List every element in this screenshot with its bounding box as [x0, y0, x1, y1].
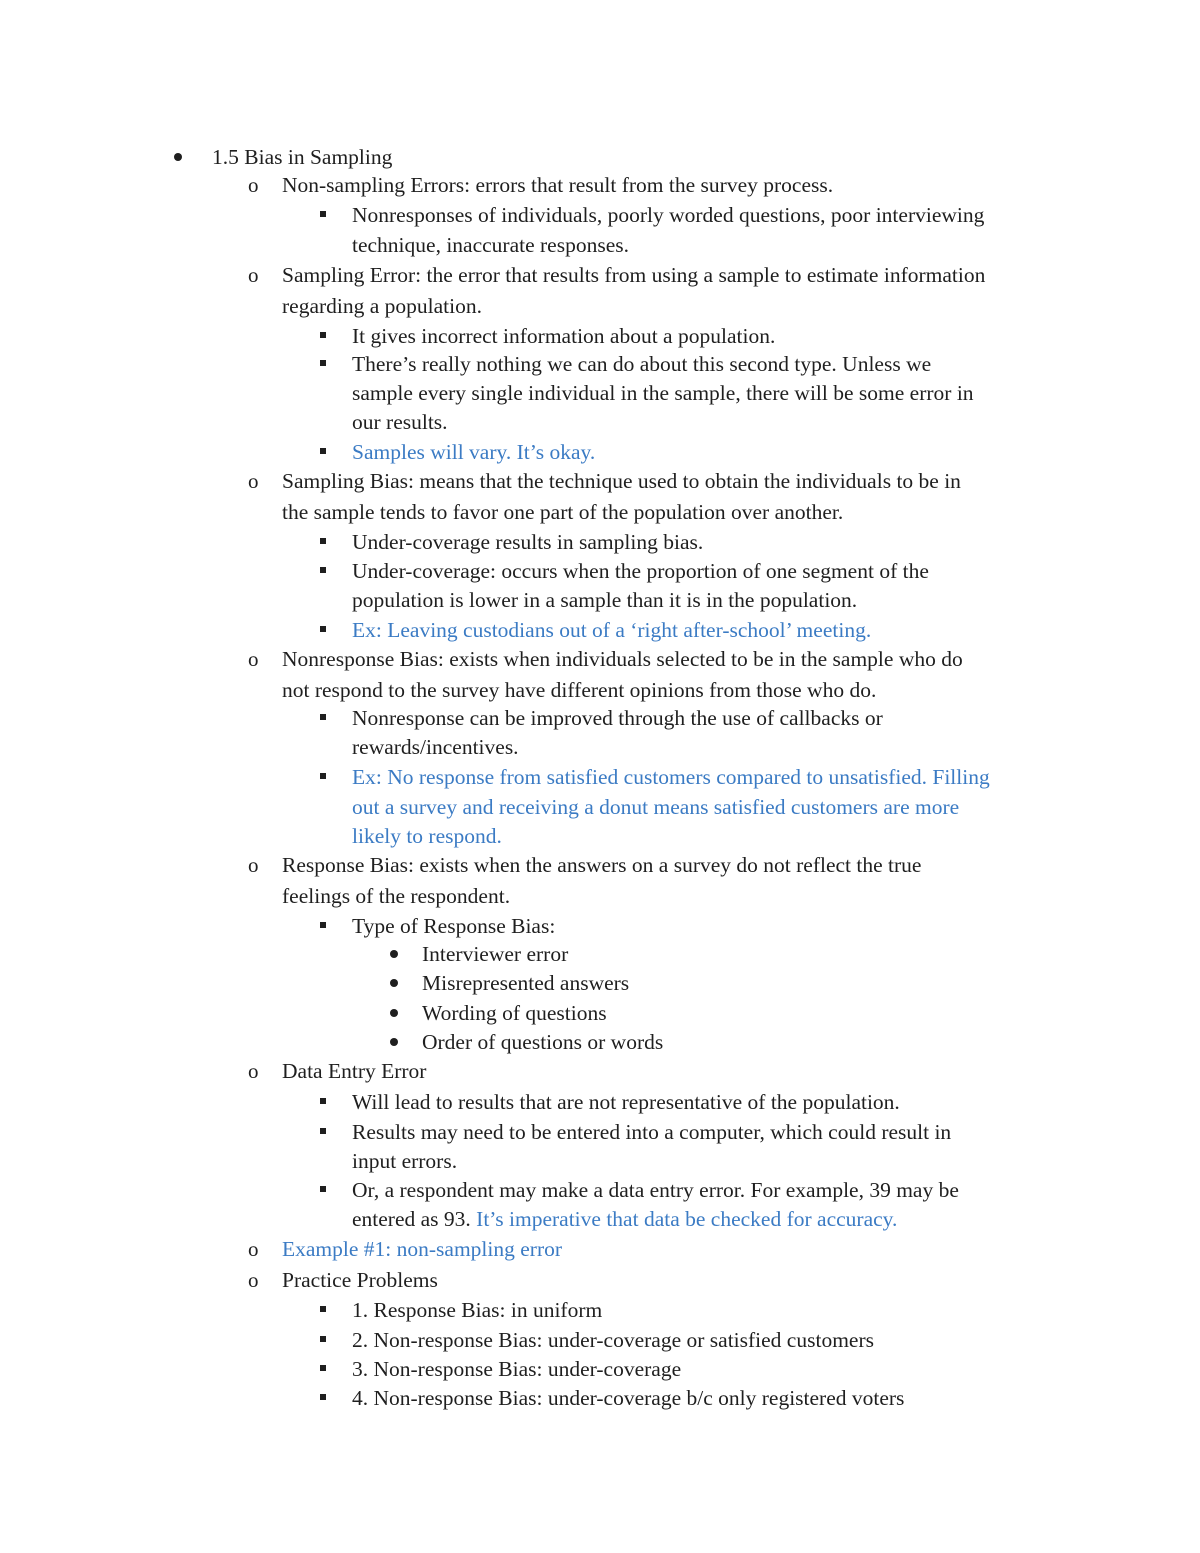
square-bullet-icon: [320, 922, 326, 928]
sampling-bias-title: Sampling Bias: means that the technique used to obtain the individuals to be in: [282, 469, 961, 493]
circle-bullet-icon: o: [248, 173, 259, 197]
sampling-error-bullet: sample every single individual in the sample, there will be some error in: [352, 381, 974, 405]
sampling-error-bullet: our results.: [352, 410, 448, 434]
nonsampling-bullet-line: Nonresponses of individuals, poorly worded questions, poor interviewing: [352, 203, 985, 227]
square-bullet-icon: [320, 1306, 326, 1312]
nonresponse-bias-title: Nonresponse Bias: exists when individuals selected to be in the sample who do: [282, 647, 963, 671]
practice-item: 1. Response Bias: in uniform: [352, 1298, 603, 1322]
sampling-error-bullet: There’s really nothing we can do about this second type. Unless we: [352, 352, 932, 376]
nonsampling-bullet-line: technique, inaccurate responses.: [352, 233, 629, 257]
data-entry-bullet: [352, 1204, 897, 1234]
square-bullet-icon: [320, 1186, 326, 1192]
sampling-bias-title: the sample tends to favor one part of the population over another.: [282, 500, 844, 524]
square-bullet-icon: [320, 1098, 326, 1104]
data-entry-bullet: Will lead to results that are not representative of the population.: [352, 1090, 900, 1114]
circle-bullet-icon: o: [248, 853, 259, 877]
data-entry-title: Data Entry Error: [282, 1059, 427, 1083]
response-bias-bullet: Type of Response Bias:: [352, 914, 556, 938]
response-bias-title: Response Bias: exists when the answers on a survey do not reflect the true: [282, 853, 922, 877]
square-bullet-icon: [320, 1336, 326, 1342]
circle-bullet-icon: o: [248, 1268, 259, 1292]
square-bullet-icon: [320, 211, 326, 217]
response-bias-type: Misrepresented answers: [422, 971, 630, 995]
circle-bullet-icon: o: [248, 1059, 259, 1083]
data-entry-bullet: Results may need to be entered into a computer, which could result in: [352, 1120, 952, 1144]
square-bullet-icon: [320, 538, 326, 544]
nonresponse-bias-bullet: rewards/incentives.: [352, 735, 519, 759]
square-bullet-icon: [320, 626, 326, 632]
sampling-bias-bullet: Under-coverage results in sampling bias.: [352, 530, 704, 554]
square-bullet-icon: [320, 1365, 326, 1371]
bullet-icon: [390, 1038, 398, 1046]
square-bullet-icon: [320, 773, 326, 779]
circle-bullet-icon: o: [248, 647, 259, 671]
practice-title: Practice Problems: [282, 1268, 438, 1292]
data-entry-example-text: entered as 93.: [352, 1207, 471, 1231]
circle-bullet-icon: o: [248, 1237, 259, 1261]
bullet-icon: [390, 950, 398, 958]
square-bullet-icon: [320, 567, 326, 573]
sampling-bias-example: Ex: Leaving custodians out of a ‘right after-school’ meeting.: [352, 618, 872, 642]
example-title: Example #1: non-sampling error: [282, 1237, 563, 1261]
sampling-error-note: Samples will vary. It’s okay.: [352, 440, 596, 464]
square-bullet-icon: [320, 332, 326, 338]
practice-item: 3. Non-response Bias: under-coverage: [352, 1357, 682, 1381]
square-bullet-icon: [320, 1128, 326, 1134]
square-bullet-icon: [320, 448, 326, 454]
sampling-bias-bullet: population is lower in a sample than it is in the population.: [352, 588, 858, 612]
nonsampling-title: Non-sampling Errors: errors that result from the survey process.: [282, 173, 834, 197]
sampling-error-title: Sampling Error: the error that results from using a sample to estimate information: [282, 263, 986, 287]
nonresponse-bias-example: Ex: No response from satisfied customers compared to unsatisfied. Filling: [352, 765, 990, 789]
response-bias-type: Wording of questions: [422, 1001, 607, 1025]
circle-bullet-icon: o: [248, 263, 259, 287]
data-entry-note: It’s imperative that data be checked for accuracy.: [476, 1207, 898, 1231]
bullet-icon: [174, 153, 182, 161]
bullet-icon: [390, 1009, 398, 1017]
response-bias-title: feelings of the respondent.: [282, 884, 511, 908]
nonresponse-bias-example: likely to respond.: [352, 824, 502, 848]
sampling-error-title: regarding a population.: [282, 294, 483, 318]
circle-bullet-icon: o: [248, 469, 259, 493]
nonresponse-bias-example: out a survey and receiving a donut means satisfied customers are more: [352, 795, 960, 819]
data-entry-bullet: input errors.: [352, 1149, 458, 1173]
bullet-icon: [390, 979, 398, 987]
square-bullet-icon: [320, 1394, 326, 1400]
response-bias-type: Interviewer error: [422, 942, 569, 966]
practice-item: 4. Non-response Bias: under-coverage b/c only registered voters: [352, 1386, 905, 1410]
data-entry-bullet: Or, a respondent may make a data entry error. For example, 39 may be: [352, 1178, 959, 1202]
nonresponse-bias-title: not respond to the survey have different opinions from those who do.: [282, 678, 877, 702]
practice-item: 2. Non-response Bias: under-coverage or satisfied customers: [352, 1328, 874, 1352]
section-heading: 1.5 Bias in Sampling: [212, 145, 393, 169]
square-bullet-icon: [320, 360, 326, 366]
nonresponse-bias-bullet: Nonresponse can be improved through the use of callbacks or: [352, 706, 883, 730]
square-bullet-icon: [320, 714, 326, 720]
sampling-bias-bullet: Under-coverage: occurs when the proportion of one segment of the: [352, 559, 929, 583]
response-bias-type: Order of questions or words: [422, 1030, 664, 1054]
sampling-error-bullet: It gives incorrect information about a population.: [352, 324, 776, 348]
